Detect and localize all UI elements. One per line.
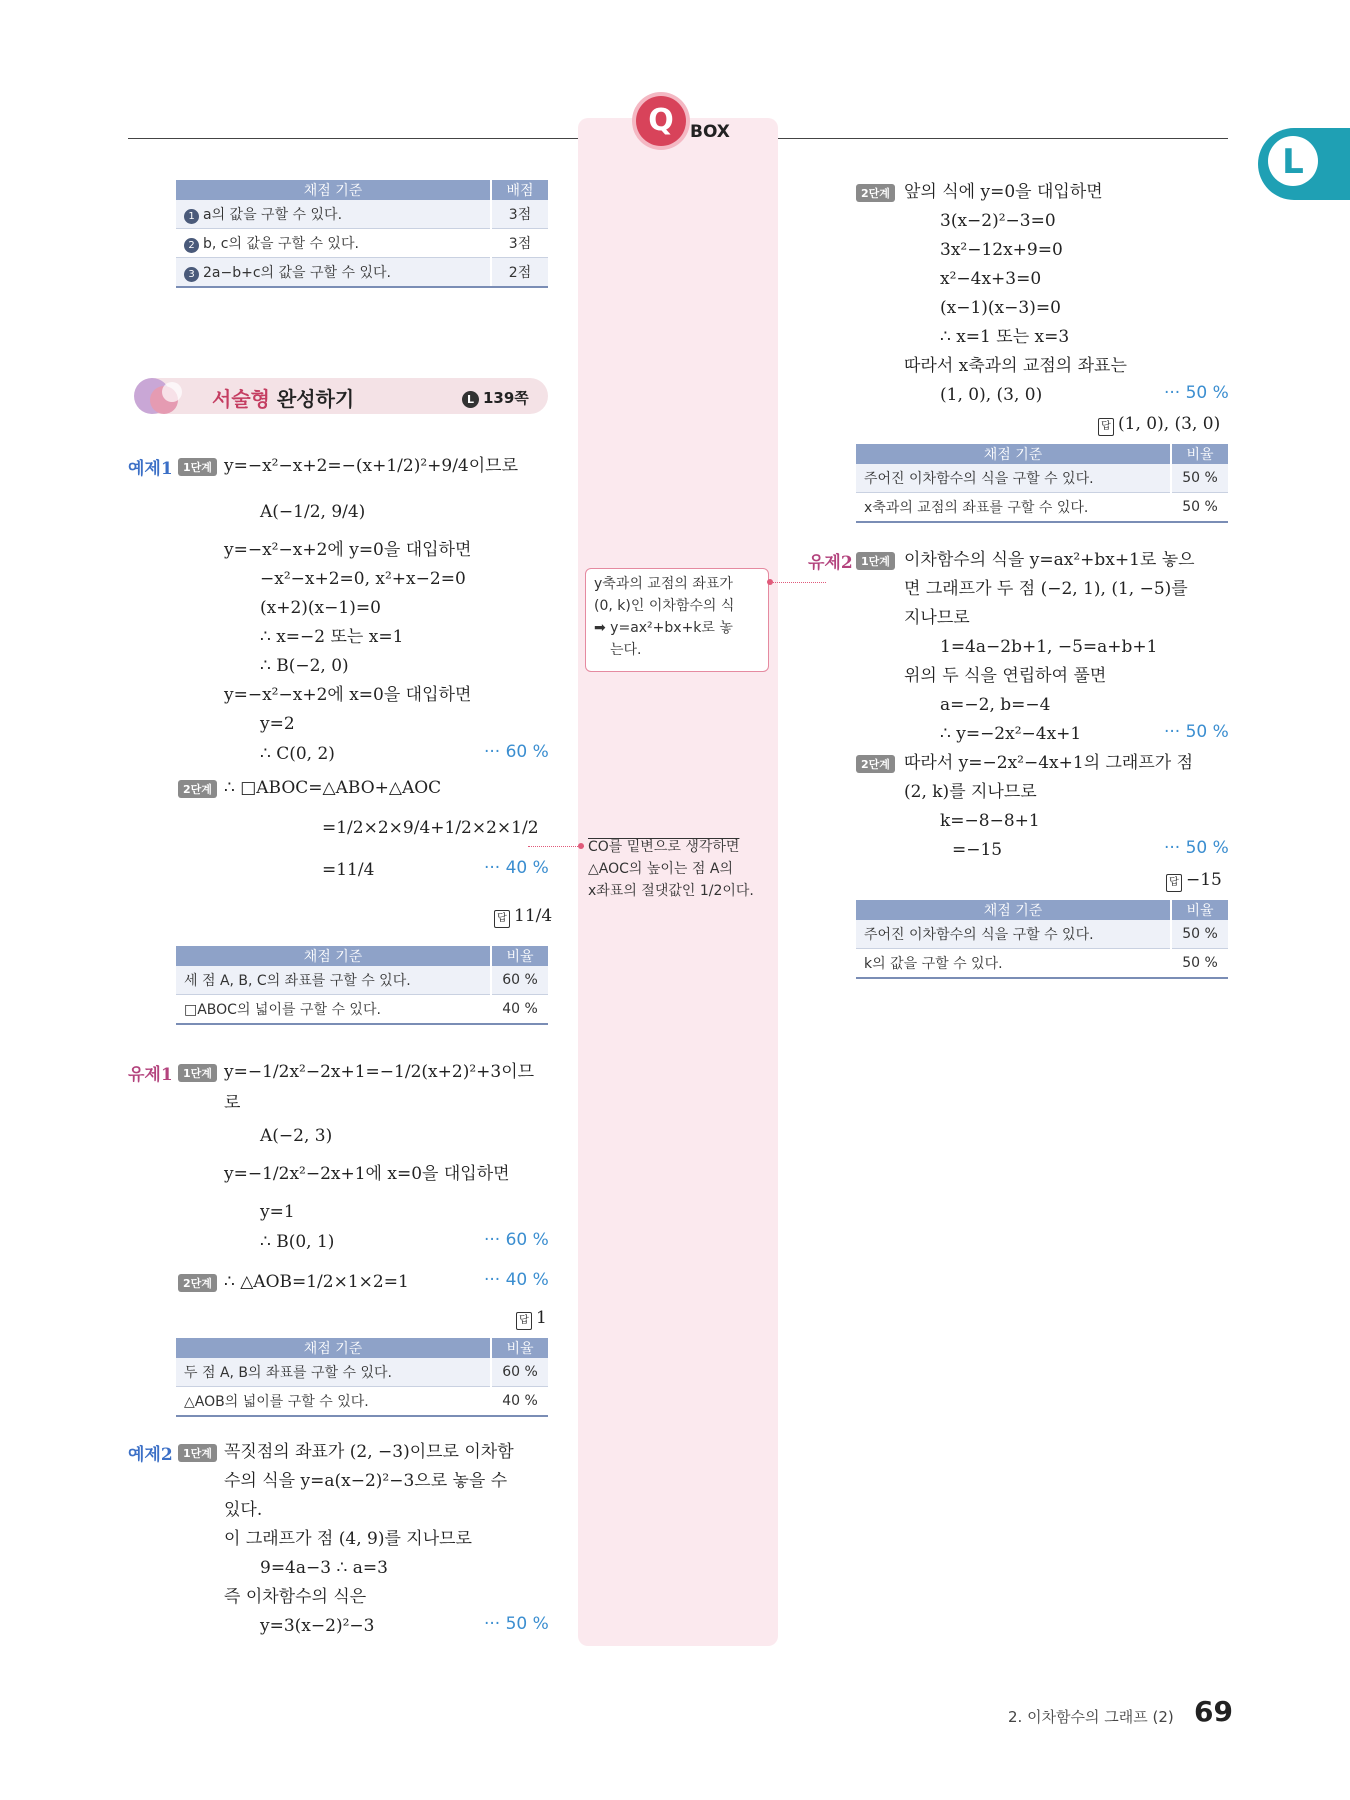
math-line: ∴ □ABOC=△ABO+△AOC bbox=[224, 778, 442, 798]
math-line: 위의 두 식을 연립하여 풀면 bbox=[904, 666, 1107, 686]
math-line: y=1 bbox=[260, 1202, 295, 1222]
criterion-text: 세 점 A, B, C의 좌표를 구할 수 있다. bbox=[176, 966, 491, 995]
math-line: ∴ △AOB=1/2×1×2=1 bbox=[224, 1272, 409, 1292]
percent-mark: ··· 40 % bbox=[484, 858, 549, 878]
math-line: 지나므로 bbox=[904, 608, 970, 628]
table-header: 채점 기준 bbox=[176, 946, 491, 966]
reference-icon: L bbox=[462, 391, 479, 408]
page-reference bbox=[462, 387, 529, 408]
section-title bbox=[212, 383, 354, 412]
top-rule-left bbox=[128, 138, 578, 139]
math-line: 로 bbox=[224, 1093, 241, 1113]
table-row bbox=[176, 1387, 548, 1417]
percent-mark: ··· 50 % bbox=[1164, 383, 1229, 403]
table-header: 비율 bbox=[491, 946, 548, 966]
percent-mark: ··· 50 % bbox=[484, 1614, 549, 1634]
math-line: ∴ B(0, 1) bbox=[260, 1232, 335, 1252]
note-line: x좌표의 절댓값인 1/2이다. bbox=[588, 883, 754, 899]
math-line: ∴ B(−2, 0) bbox=[260, 656, 349, 676]
score: 60 % bbox=[491, 1358, 548, 1387]
percent-mark: ··· 60 % bbox=[484, 1230, 549, 1250]
math-line: y=−x²−x+2=−(x+1/2)²+9/4이므로 bbox=[224, 456, 519, 476]
table-row bbox=[176, 229, 548, 258]
step-number: 2 bbox=[184, 238, 199, 253]
math-line: y=3(x−2)²−3 bbox=[260, 1616, 375, 1636]
criterion-text: a의 값을 구할 수 있다. bbox=[203, 207, 343, 223]
example-label: 예제2 bbox=[128, 1445, 173, 1465]
criterion-text: △AOB의 넓이를 구할 수 있다. bbox=[176, 1387, 491, 1417]
note-line: (0, k)인 이차함수의 식 bbox=[594, 598, 735, 614]
score: 3점 bbox=[491, 200, 548, 229]
section-title-part2: 완성하기 bbox=[269, 387, 355, 411]
table-header: 채점 기준 bbox=[176, 180, 491, 200]
math-line: 3(x−2)²−3=0 bbox=[940, 211, 1056, 231]
answer-icon: 답 bbox=[494, 910, 510, 928]
math-line: =1/2×2×9/4+1/2×2×1/2 bbox=[322, 818, 539, 838]
math-line: A(−2, 3) bbox=[260, 1126, 333, 1146]
math-line: =11/4 bbox=[322, 860, 375, 880]
note-line: 는다. bbox=[610, 642, 642, 658]
note-connector bbox=[528, 846, 584, 847]
percent-mark: ··· 40 % bbox=[484, 1270, 549, 1290]
answer bbox=[1166, 866, 1222, 895]
table-row bbox=[176, 1358, 548, 1387]
table-header: 비율 bbox=[1171, 900, 1228, 920]
answer-value: −15 bbox=[1186, 870, 1222, 890]
percent-mark: ··· 60 % bbox=[484, 742, 549, 762]
table-row bbox=[176, 995, 548, 1025]
step-badge: 1단계 bbox=[178, 1444, 217, 1462]
table-header: 비율 bbox=[1171, 444, 1228, 464]
answer-icon: 답 bbox=[1098, 418, 1114, 436]
answer-value: 1 bbox=[536, 1308, 547, 1328]
table-header: 비율 bbox=[491, 1338, 548, 1358]
note-line: △AOC의 높이는 점 A의 bbox=[588, 861, 733, 877]
math-line: (x−1)(x−3)=0 bbox=[940, 298, 1061, 318]
step-badge: 1단계 bbox=[856, 552, 895, 570]
table-header: 배점 bbox=[491, 180, 548, 200]
math-line: ∴ y=−2x²−4x+1 bbox=[940, 724, 1082, 744]
note-dot bbox=[578, 843, 584, 849]
answer bbox=[1098, 410, 1220, 439]
criterion-text: x축과의 교점의 좌표를 구할 수 있다. bbox=[856, 493, 1171, 523]
percent-mark: ··· 50 % bbox=[1164, 722, 1229, 742]
qbox-badge: Q bbox=[636, 96, 686, 146]
grading-table-5 bbox=[856, 900, 1228, 979]
table-header: 채점 기준 bbox=[856, 900, 1171, 920]
footer-chapter: 2. 이차함수의 그래프 (2) bbox=[1008, 1708, 1174, 1726]
math-line: y=−x²−x+2에 y=0을 대입하면 bbox=[224, 540, 472, 560]
math-line: y=−1/2x²−2x+1에 x=0을 대입하면 bbox=[224, 1164, 510, 1184]
step-badge: 2단계 bbox=[178, 780, 217, 798]
answer-value: (1, 0), (3, 0) bbox=[1118, 414, 1221, 434]
math-line: A(−1/2, 9/4) bbox=[260, 502, 366, 522]
math-line: k=−8−8+1 bbox=[940, 811, 1040, 831]
math-line: 9=4a−3 ∴ a=3 bbox=[260, 1558, 388, 1578]
score: 40 % bbox=[491, 995, 548, 1025]
math-line: y=2 bbox=[260, 714, 295, 734]
grading-table-1 bbox=[176, 180, 548, 288]
math-line: 앞의 식에 y=0을 대입하면 bbox=[904, 182, 1103, 202]
note-dot bbox=[767, 579, 773, 585]
table-row bbox=[856, 493, 1228, 523]
note-connector bbox=[770, 582, 826, 583]
math-line: a=−2, b=−4 bbox=[940, 695, 1051, 715]
step-number: 3 bbox=[184, 267, 199, 282]
math-line: 수의 식을 y=a(x−2)²−3으로 놓을 수 bbox=[224, 1471, 508, 1491]
step-badge: 1단계 bbox=[178, 1064, 217, 1082]
criterion-text: □ABOC의 넓이를 구할 수 있다. bbox=[176, 995, 491, 1025]
step-badge: 2단계 bbox=[856, 184, 895, 202]
answer-icon: 답 bbox=[516, 1312, 532, 1330]
criterion-text: 2a−b+c의 값을 구할 수 있다. bbox=[203, 265, 391, 281]
score: 50 % bbox=[1171, 493, 1228, 523]
section-title-part1: 서술형 bbox=[212, 387, 270, 411]
math-line: 면 그래프가 두 점 (−2, 1), (1, −5)를 bbox=[904, 579, 1188, 599]
answer-icon: 답 bbox=[1166, 874, 1182, 892]
math-line: 즉 이차함수의 식은 bbox=[224, 1587, 367, 1607]
percent-mark: ··· 50 % bbox=[1164, 838, 1229, 858]
banner-decoration-icon bbox=[132, 372, 188, 420]
top-rule-right bbox=[778, 138, 1228, 139]
math-line: 꼭짓점의 좌표가 (2, −3)이므로 이차함 bbox=[224, 1442, 514, 1462]
qbox-note-1 bbox=[585, 568, 769, 672]
table-row bbox=[856, 464, 1228, 493]
math-line: −x²−x+2=0, x²+x−2=0 bbox=[260, 569, 466, 589]
note-line: y축과의 교점의 좌표가 bbox=[594, 576, 733, 592]
math-line: 3x²−12x+9=0 bbox=[940, 240, 1063, 260]
step-badge: 1단계 bbox=[178, 458, 217, 476]
criterion-text: 두 점 A, B의 좌표를 구할 수 있다. bbox=[176, 1358, 491, 1387]
math-line: ∴ x=−2 또는 x=1 bbox=[260, 627, 404, 647]
table-row bbox=[856, 949, 1228, 979]
math-line: ∴ C(0, 2) bbox=[260, 744, 335, 764]
step-badge: 2단계 bbox=[856, 755, 895, 773]
table-row bbox=[856, 920, 1228, 949]
math-line: (x+2)(x−1)=0 bbox=[260, 598, 381, 618]
note-line: CO를 밑변으로 생각하면 bbox=[588, 839, 740, 855]
criterion-text: b, c의 값을 구할 수 있다. bbox=[203, 236, 359, 252]
step-number: 1 bbox=[184, 209, 199, 224]
criterion-text: 주어진 이차함수의 식을 구할 수 있다. bbox=[856, 464, 1171, 493]
math-line: y=−1/2x²−2x+1=−1/2(x+2)²+3이므 bbox=[224, 1062, 535, 1082]
table-row bbox=[176, 200, 548, 229]
math-line: 따라서 y=−2x²−4x+1의 그래프가 점 bbox=[904, 753, 1194, 773]
question-label: 유제2 bbox=[808, 553, 853, 573]
math-line: (2, k)를 지나므로 bbox=[904, 782, 1037, 802]
score: 50 % bbox=[1171, 464, 1228, 493]
math-line: 있다. bbox=[224, 1500, 263, 1520]
math-line: y=−x²−x+2에 x=0을 대입하면 bbox=[224, 685, 472, 705]
qbox-label: BOX bbox=[690, 122, 730, 142]
table-row bbox=[176, 258, 548, 288]
math-line: ∴ x=1 또는 x=3 bbox=[940, 327, 1070, 347]
score: 60 % bbox=[491, 966, 548, 995]
table-row bbox=[176, 966, 548, 995]
score: 50 % bbox=[1171, 949, 1228, 979]
grading-table-2 bbox=[176, 946, 548, 1025]
qbox-note-2 bbox=[588, 836, 774, 902]
table-header: 채점 기준 bbox=[856, 444, 1171, 464]
question-label: 유제1 bbox=[128, 1065, 173, 1085]
math-line: 1=4a−2b+1, −5=a+b+1 bbox=[940, 637, 1158, 657]
chapter-tab-letter: L bbox=[1268, 136, 1318, 186]
criterion-text: 주어진 이차함수의 식을 구할 수 있다. bbox=[856, 920, 1171, 949]
criterion-text: k의 값을 구할 수 있다. bbox=[856, 949, 1171, 979]
math-line: 따라서 x축과의 교점의 좌표는 bbox=[904, 356, 1127, 376]
grading-table-3 bbox=[176, 1338, 548, 1417]
page-number: 69 bbox=[1194, 1695, 1233, 1728]
step-badge: 2단계 bbox=[178, 1274, 217, 1292]
example-label: 예제1 bbox=[128, 459, 173, 479]
math-line: =−15 bbox=[952, 840, 1003, 860]
reference-page: 139쪽 bbox=[483, 389, 529, 407]
math-line: (1, 0), (3, 0) bbox=[940, 385, 1043, 405]
answer bbox=[494, 902, 552, 931]
note-line: ➡ y=ax²+bx+k로 놓 bbox=[594, 620, 733, 636]
answer bbox=[516, 1304, 547, 1333]
grading-table-4 bbox=[856, 444, 1228, 523]
score: 40 % bbox=[491, 1387, 548, 1417]
math-line: x²−4x+3=0 bbox=[940, 269, 1042, 289]
math-line: 이차함수의 식을 y=ax²+bx+1로 놓으 bbox=[904, 550, 1195, 570]
score: 50 % bbox=[1171, 920, 1228, 949]
table-header: 채점 기준 bbox=[176, 1338, 491, 1358]
math-line: 이 그래프가 점 (4, 9)를 지나므로 bbox=[224, 1529, 472, 1549]
score: 3점 bbox=[491, 229, 548, 258]
score: 2점 bbox=[491, 258, 548, 288]
answer-value: 11/4 bbox=[514, 906, 553, 926]
